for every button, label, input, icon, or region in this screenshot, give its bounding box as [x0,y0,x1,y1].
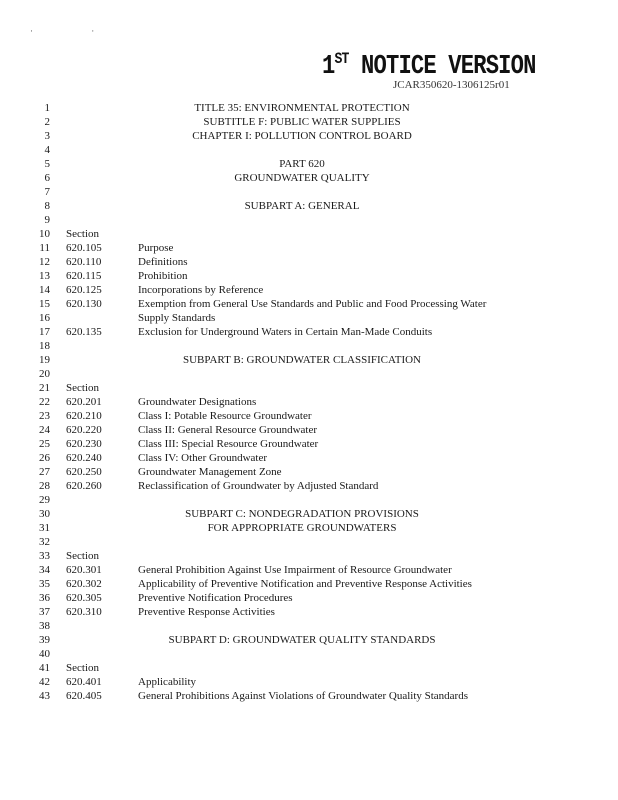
line-number: 11 [39,242,50,254]
section-title: Exclusion for Underground Waters in Certain Man-Made Conduits [138,326,433,338]
section-column-heading: Section [66,228,99,240]
section-title: Groundwater Management Zone [138,466,282,478]
scan-marks: · · [30,26,123,36]
doc-line-42 [0,675,618,689]
doc-line-19 [0,353,618,367]
line-number: 13 [39,270,50,282]
line-number: 32 [39,536,50,548]
section-number: 620.201 [66,396,102,408]
doc-line-7 [0,185,618,199]
section-number: 620.105 [66,242,102,254]
section-number: 620.302 [66,578,102,590]
doc-line-14 [0,283,618,297]
line-number: 18 [39,340,50,352]
doc-line-38 [0,619,618,633]
doc-line-8 [0,199,618,213]
doc-line-31 [0,521,618,535]
doc-line-1 [0,101,618,115]
doc-line-13 [0,269,618,283]
doc-line-5 [0,157,618,171]
line-number: 14 [39,284,50,296]
line-number: 42 [39,676,50,688]
section-title: Class II: General Resource Groundwater [138,424,317,436]
section-title: Exemption from General Use Standards and Public and Food Processing Water [138,298,487,310]
line-number: 2 [44,116,50,128]
line-number: 7 [44,186,50,198]
centered-heading: SUBPART C: NONDEGRADATION PROVISIONS [185,508,419,520]
doc-line-28 [0,479,618,493]
line-number: 22 [39,396,50,408]
line-number: 9 [44,214,50,226]
section-title: Purpose [138,242,174,254]
doc-line-41 [0,661,618,675]
line-number: 20 [39,368,50,380]
doc-line-9 [0,213,618,227]
doc-line-6 [0,171,618,185]
doc-line-33 [0,549,618,563]
doc-line-26 [0,451,618,465]
section-number: 620.405 [66,690,102,702]
line-number: 43 [39,690,50,702]
line-number: 40 [39,648,50,660]
centered-heading: SUBPART D: GROUNDWATER QUALITY STANDARDS [168,634,436,646]
line-number: 10 [39,228,50,240]
section-number: 620.260 [66,480,102,492]
centered-heading: SUBPART B: GROUNDWATER CLASSIFICATION [182,354,422,366]
centered-heading: TITLE 35: ENVIRONMENTAL PROTECTION [194,102,410,114]
line-number: 36 [39,592,50,604]
line-number: 6 [44,172,50,184]
section-title: Prohibition [138,270,188,282]
doc-line-37 [0,605,618,619]
section-number: 620.110 [66,256,102,268]
section-number: 620.401 [66,676,102,688]
section-title: Class IV: Other Groundwater [138,452,268,464]
line-number: 30 [39,508,50,520]
line-number: 25 [39,438,50,450]
doc-line-39 [0,633,618,647]
line-number: 1 [44,102,50,114]
doc-line-10 [0,227,618,241]
doc-line-2 [0,115,618,129]
section-number: 620.210 [66,410,102,422]
line-number: 19 [39,354,50,366]
section-title: Reclassification of Groundwater by Adjusted Standard [138,480,379,492]
doc-line-36 [0,591,618,605]
line-number: 33 [39,550,50,562]
doc-line-29 [0,493,618,507]
section-column-heading: Section [66,550,99,562]
section-title: Applicability [138,676,197,688]
doc-line-30 [0,507,618,521]
doc-line-20 [0,367,618,381]
section-title: Preventive Notification Procedures [138,592,293,604]
line-number: 26 [39,452,50,464]
doc-line-22 [0,395,618,409]
line-number: 34 [39,564,50,576]
first-notice-stamp [322,50,536,82]
stamp-text: NOTICE VERSION [348,52,536,82]
section-number: 620.305 [66,592,102,604]
line-number: 5 [44,158,50,170]
centered-heading: GROUNDWATER QUALITY [234,172,370,184]
section-title: General Prohibitions Against Violations of Groundwater Quality Standards [138,690,469,702]
section-title: Preventive Response Activities [138,606,275,618]
line-number: 38 [39,620,50,632]
stamp-digit: 1 [322,52,335,82]
section-title: General Prohibition Against Use Impairment of Resource Groundwater [138,564,452,576]
section-number: 620.310 [66,606,102,618]
centered-heading: FOR APPROPRIATE GROUNDWATERS [207,522,397,534]
centered-heading: SUBPART A: GENERAL [244,200,360,212]
doc-line-25 [0,437,618,451]
line-number: 3 [44,130,50,142]
line-number: 16 [39,312,50,324]
line-number: 4 [44,144,50,156]
line-number: 39 [39,634,50,646]
section-number: 620.301 [66,564,102,576]
line-number: 24 [39,424,50,436]
section-number: 620.230 [66,438,102,450]
stamp-superscript: ST [334,50,349,68]
section-title: Groundwater Designations [138,396,257,408]
section-title: Applicability of Preventive Notification and Preventive Response Activities [138,578,472,590]
section-title: Definitions [138,256,188,268]
line-number: 37 [39,606,50,618]
line-number: 27 [39,466,50,478]
doc-line-15 [0,297,618,311]
section-number: 620.135 [66,326,102,338]
section-title: Supply Standards [138,312,216,324]
doc-line-27 [0,465,618,479]
section-column-heading: Section [66,382,99,394]
line-number: 12 [39,256,50,268]
line-number: 29 [39,494,50,506]
section-number: 620.125 [66,284,102,296]
line-number: 23 [39,410,50,422]
section-title: Class I: Potable Resource Groundwater [138,410,312,422]
line-number: 15 [39,298,50,310]
doc-line-24 [0,423,618,437]
doc-line-12 [0,255,618,269]
line-number: 35 [39,578,50,590]
doc-line-35 [0,577,618,591]
line-number: 17 [39,326,50,338]
doc-line-11 [0,241,618,255]
centered-heading: SUBTITLE F: PUBLIC WATER SUPPLIES [203,116,401,128]
section-number: 620.250 [66,466,102,478]
doc-line-21 [0,381,618,395]
section-title: Incorporations by Reference [138,284,264,296]
section-column-heading: Section [66,662,99,674]
section-number: 620.220 [66,424,102,436]
line-number: 21 [39,382,50,394]
doc-line-34 [0,563,618,577]
line-number: 8 [44,200,50,212]
line-number: 41 [39,662,50,674]
doc-line-16 [0,311,618,325]
centered-heading: CHAPTER I: POLLUTION CONTROL BOARD [192,130,412,142]
doc-line-18 [0,339,618,353]
doc-line-43 [0,689,618,703]
section-title: Class III: Special Resource Groundwater [138,438,319,450]
section-number: 620.115 [66,270,102,282]
document-id: JCAR350620-1306125r01 [393,79,510,91]
section-number: 620.240 [66,452,102,464]
doc-line-3 [0,129,618,143]
doc-line-4 [0,143,618,157]
doc-line-32 [0,535,618,549]
line-number: 28 [39,480,50,492]
doc-line-40 [0,647,618,661]
section-number: 620.130 [66,298,102,310]
line-number: 31 [39,522,50,534]
doc-line-17 [0,325,618,339]
doc-line-23 [0,409,618,423]
centered-heading: PART 620 [279,158,325,170]
